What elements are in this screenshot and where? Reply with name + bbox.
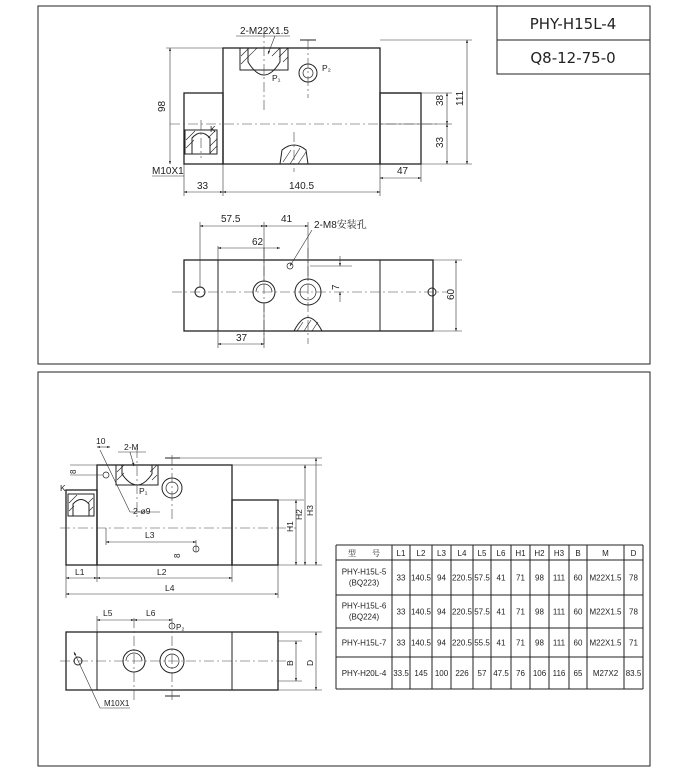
table-value-cell: 220.5 <box>451 573 473 583</box>
gen-k-label: K <box>60 483 66 493</box>
table-value-cell: 60 <box>573 638 583 648</box>
table-header-cell: L1 <box>396 549 406 558</box>
table-value-cell: 57.5 <box>474 607 490 617</box>
gen-l6: L6 <box>146 608 156 618</box>
table-header-cell: H1 <box>515 549 526 558</box>
table-value-cell: 33.5 <box>393 669 409 678</box>
table-value-cell: 57 <box>477 669 487 678</box>
table-value-cell: 41 <box>496 607 506 617</box>
table-value-cell: 140.5 <box>410 573 432 583</box>
table-header-cell: L4 <box>457 549 467 558</box>
spec-table <box>336 545 643 689</box>
table-value-cell: 94 <box>437 607 446 617</box>
plan-dim-7: 7 <box>331 284 342 290</box>
gen-dim-8-low: 8 <box>173 553 182 558</box>
table-header-cell: B <box>575 549 581 558</box>
plan-dim-60: 60 <box>446 288 457 300</box>
plan-dim-62: 62 <box>252 237 264 248</box>
generic-plan-view <box>60 608 322 708</box>
top-port-k: K <box>210 124 216 134</box>
title-code: Q8-12-75-0 <box>530 49 616 67</box>
plan-dim-37: 37 <box>236 333 248 344</box>
table-value-cell: 76 <box>516 669 525 678</box>
table-value-cell: 98 <box>535 573 544 583</box>
top-port-p1: P₁ <box>272 73 281 83</box>
top-dim-47: 47 <box>397 166 409 177</box>
table-value-cell: 41 <box>496 638 506 648</box>
gen-l5: L5 <box>103 608 113 618</box>
table-value-cell: 106 <box>532 669 547 678</box>
plan-dim-41: 41 <box>281 214 293 225</box>
top-dim-33-v: 33 <box>435 136 446 148</box>
gen-p1-label: P₁ <box>139 486 148 496</box>
table-value-cell: 98 <box>535 607 544 617</box>
table-value-cell: 145 <box>414 669 428 678</box>
title-model: PHY-H15L-4 <box>529 15 617 33</box>
table-value-cell: 78 <box>629 607 638 617</box>
table-value-cell: 71 <box>629 638 638 648</box>
top-dim-33-h: 33 <box>197 181 209 192</box>
top-port-thread: 2-M22X1.5 <box>240 26 289 37</box>
table-value-cell: 83.5 <box>625 669 642 678</box>
table-value-cell: M27X2 <box>592 669 619 678</box>
table-model-sub-cell: (BQ224) <box>348 612 380 622</box>
top-dim-98: 98 <box>157 100 168 112</box>
table-value-cell: 140.5 <box>410 607 432 617</box>
table-value-cell: 111 <box>552 573 566 583</box>
table-value-cell: M22X1.5 <box>589 573 622 583</box>
table-value-cell: M22X1.5 <box>589 607 622 617</box>
table-value-cell: 94 <box>437 638 446 648</box>
table-header-cell: L3 <box>437 549 446 558</box>
gen-dim-8-top: 8 <box>69 469 78 474</box>
table-header-cell: L2 <box>416 549 426 558</box>
table-value-cell: 111 <box>552 607 566 617</box>
top-dim-140-5: 140.5 <box>289 181 315 192</box>
table-header-cell: H3 <box>553 549 565 558</box>
table-value-cell: 111 <box>552 638 566 648</box>
table-header-cell: L6 <box>496 549 506 558</box>
gen-d-label: D <box>305 659 315 666</box>
gen-h2: H2 <box>294 509 304 520</box>
gen-dim-10: 10 <box>96 436 106 446</box>
table-value-cell: 33 <box>396 607 406 617</box>
top-port-p2: P₂ <box>322 63 331 73</box>
table-value-cell: 140.5 <box>410 638 432 648</box>
table-model-cell: PHY-H15L-7 <box>341 638 387 648</box>
gen-h1: H1 <box>285 521 295 532</box>
top-dim-111: 111 <box>455 90 466 106</box>
table-value-cell: 47.5 <box>493 669 509 678</box>
table-value-cell: 71 <box>516 607 525 617</box>
table-value-cell: 60 <box>573 573 583 583</box>
table-value-cell: 33 <box>396 638 406 648</box>
table-value-cell: 94 <box>437 573 446 583</box>
table-model-cell: PHY-H20L-4 <box>341 669 387 678</box>
table-value-cell: 60 <box>573 607 583 617</box>
table-header-cell: M <box>602 549 609 558</box>
gen-l2: L2 <box>157 567 167 577</box>
gen-b-label: B <box>285 660 295 666</box>
gen-l1: L1 <box>75 567 85 577</box>
title-block <box>497 6 650 74</box>
table-value-cell: 57.5 <box>474 573 490 583</box>
table-value-cell: 100 <box>434 669 449 678</box>
gen-m10-label: M10X1 <box>104 699 130 708</box>
plan-dim-57-5: 57.5 <box>221 214 241 225</box>
gen-dia-label: 2-ø9 <box>133 506 151 516</box>
gen-p2-label: P₂ <box>176 623 185 632</box>
table-value-cell: 71 <box>516 573 525 583</box>
table-value-cell: 220.5 <box>451 607 473 617</box>
table-value-cell: M22X1.5 <box>589 638 622 648</box>
table-value-cell: 78 <box>629 573 638 583</box>
table-value-cell: 55.5 <box>474 638 490 648</box>
table-value-cell: 226 <box>455 669 469 678</box>
gen-m-label: 2-M <box>124 442 139 452</box>
table-model-sub-cell: (BQ223) <box>348 578 380 588</box>
plan-mount-note: 2-M8安装孔 <box>314 220 367 231</box>
table-value-cell: 33 <box>396 573 406 583</box>
table-model-cell: PHY-H15L-5 <box>341 567 387 577</box>
table-value-cell: 116 <box>552 669 566 678</box>
gen-h3: H3 <box>305 505 315 516</box>
table-value-cell: 41 <box>496 573 506 583</box>
table-value-cell: 98 <box>535 638 544 648</box>
table-model-cell: PHY-H15L-6 <box>341 601 387 611</box>
top-k-thread: M10X1 <box>152 166 184 177</box>
top-dim-38: 38 <box>435 94 446 106</box>
table-value-cell: 65 <box>573 669 583 678</box>
gen-l3: L3 <box>145 530 155 540</box>
top-elevation-view <box>152 26 472 196</box>
gen-l4: L4 <box>165 583 175 593</box>
top-plan-view <box>172 214 462 348</box>
table-header-cell: 型 号 <box>348 549 380 558</box>
table-header-cell: L5 <box>477 549 487 558</box>
generic-elevation-view <box>60 436 322 598</box>
table-header-cell: D <box>630 549 637 558</box>
table-value-cell: 220.5 <box>451 638 473 648</box>
table-header-cell: H2 <box>534 549 545 558</box>
table-value-cell: 71 <box>516 638 525 648</box>
